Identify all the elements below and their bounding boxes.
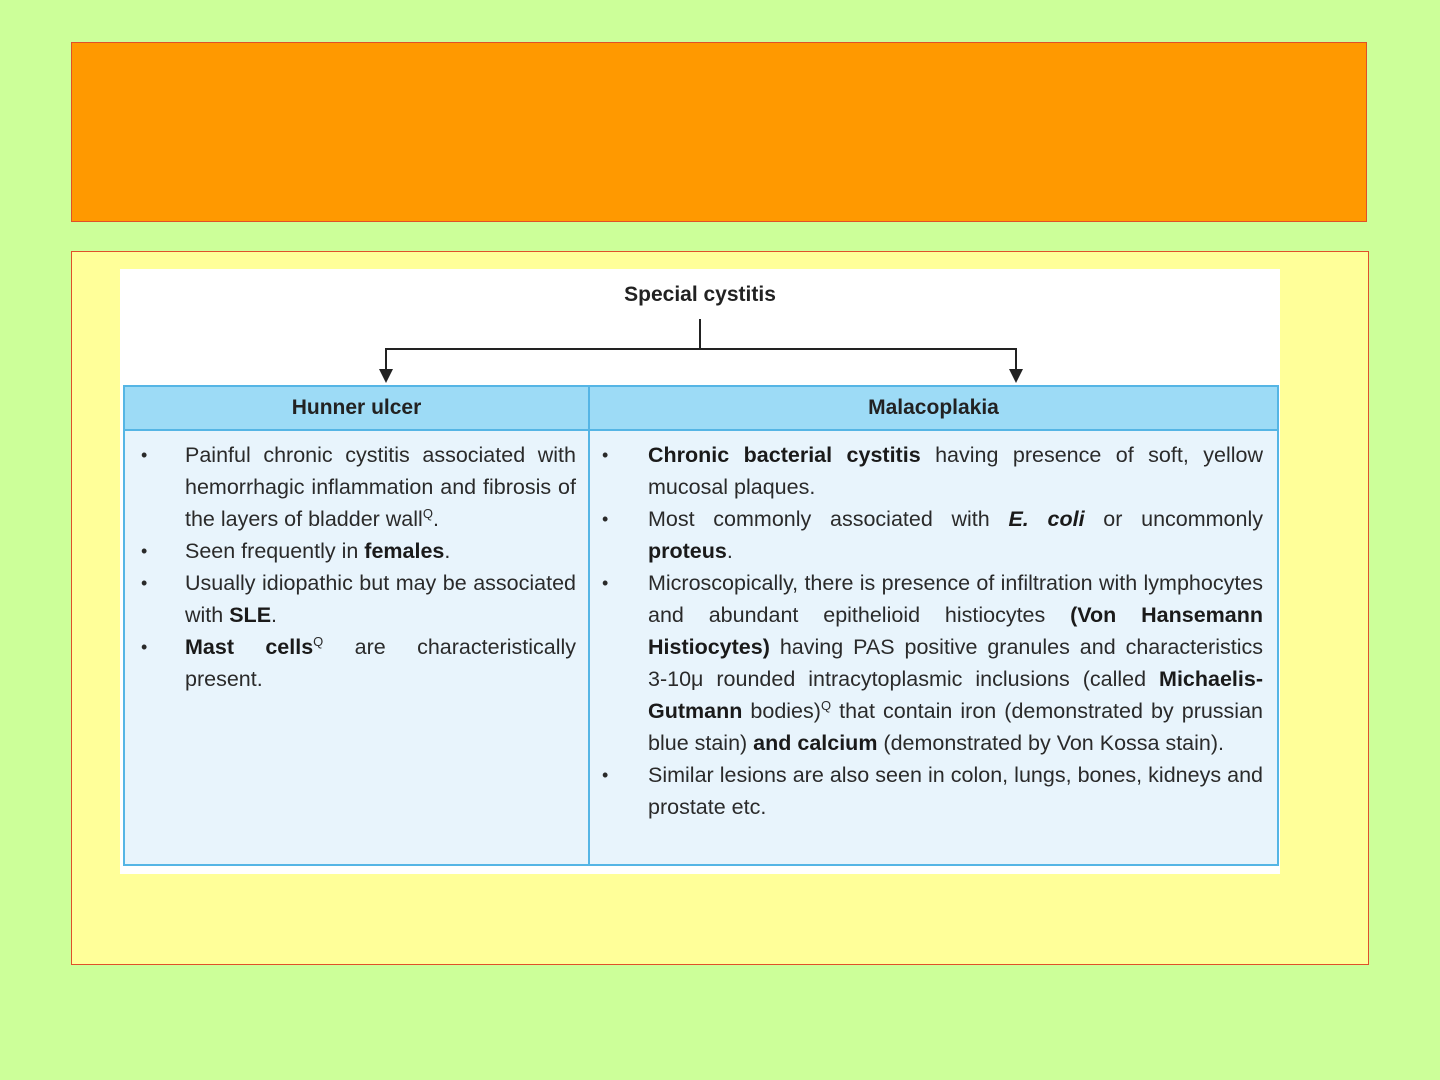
bullet-text: . [271, 603, 278, 627]
bullet-text: E. coli [1008, 507, 1085, 531]
bullet-dot: • [141, 573, 148, 593]
bullet-text: Michaelis-Gutmann [648, 667, 1263, 723]
column-header: Malacoplakia [590, 387, 1277, 431]
bullet-dot: • [602, 509, 609, 529]
bullet-text: or uncommonly [1084, 507, 1263, 531]
bullet-item [590, 567, 1263, 759]
bullet-item [590, 503, 1263, 567]
column-header: Hunner ulcer [125, 387, 588, 431]
bullet-text: are characteristically present. [185, 635, 576, 691]
superscript-mark: Q [422, 505, 433, 521]
superscript-mark: Q [313, 633, 324, 649]
bullet-dot: • [602, 445, 609, 465]
bullet-text: females [364, 539, 445, 563]
bullet-item [125, 567, 576, 631]
arrowhead-left [379, 369, 393, 383]
bullet-text: Chronic bacterial cystitis [648, 443, 921, 467]
bullet-text: Seen frequently in [185, 539, 365, 563]
bullet-text: having presence of soft, yellow mucosal plaques. [648, 443, 1263, 499]
bullet-item [125, 535, 576, 567]
bullet-list [125, 431, 588, 695]
bullet-text: Usually idiopathic but may be associated with [185, 571, 576, 627]
bullet-text: Most commonly associated with [648, 507, 1009, 531]
bullet-dot: • [602, 765, 609, 785]
bullet-text: (Von Hansemann Histiocytes) [648, 603, 1264, 659]
bullet-text: that contain iron (demonstrated by prussian blue stain) [648, 699, 1263, 755]
arrowhead-right [1009, 369, 1023, 383]
bullet-text: having PAS positive granules and characteristics 3-10μ rounded intracytoplasmic inclusions (called [648, 635, 1263, 691]
tree-connector [120, 269, 1280, 389]
bullet-text: Mast cells [185, 635, 314, 659]
bullet-list [590, 431, 1277, 823]
bullet-dot: • [141, 445, 148, 465]
comparison-table [123, 385, 1279, 866]
column-hunner-ulcer [125, 387, 590, 864]
bullet-item [590, 439, 1263, 503]
bullet-text: and calcium [753, 731, 878, 755]
bullet-text: Painful chronic cystitis associated with hemorrhagic inflammation and fibrosis of the layers of bladder wall [185, 443, 576, 531]
bullet-dot: • [141, 541, 148, 561]
cystitis-diagram [120, 269, 1280, 874]
bullet-text: Similar lesions are also seen in colon, lungs, bones, kidneys and prostate etc. [648, 763, 1263, 819]
bullet-text: bodies) [742, 699, 821, 723]
superscript-mark: Q [820, 697, 832, 713]
bullet-item [125, 439, 576, 535]
bullet-text: . [726, 539, 733, 563]
bullet-item [590, 759, 1263, 823]
bullet-text: proteus [648, 539, 727, 563]
content-panel [71, 251, 1369, 965]
column-malacoplakia [590, 387, 1277, 864]
bullet-dot: • [141, 637, 148, 657]
slide-title-bar [71, 42, 1367, 222]
bullet-text: (demonstrated by Von Kossa stain). [877, 731, 1225, 755]
bullet-text: SLE [229, 603, 272, 627]
bullet-dot: • [602, 573, 609, 593]
bullet-text: Microscopically, there is presence of infiltration with lymphocytes and abundant epithelioid histiocytes [648, 571, 1263, 627]
bullet-text: . [432, 507, 439, 531]
bullet-text: . [444, 539, 451, 563]
bullet-item [125, 631, 576, 695]
root-label: Special cystitis [624, 283, 776, 306]
